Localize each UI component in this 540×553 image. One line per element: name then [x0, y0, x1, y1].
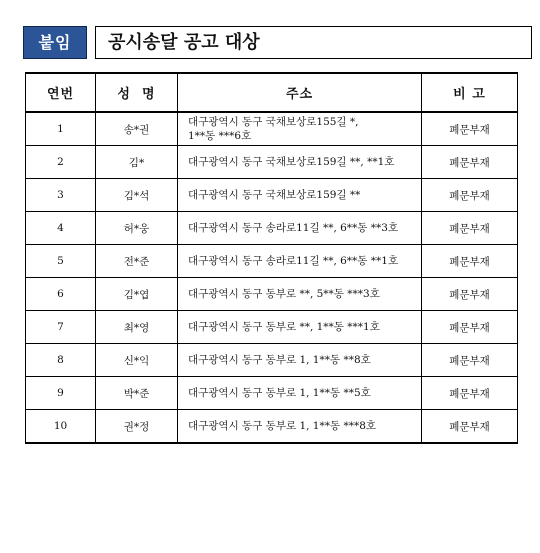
address-line: 대구광역시 동구 송라로11길 **, 6**동 **3호 — [188, 222, 399, 234]
table-row — [26, 278, 518, 311]
recipient-table — [25, 72, 518, 444]
row-number: 1 — [26, 112, 96, 146]
address-line: 대구광역시 동구 동부로 1, 1**동 **8호 — [188, 354, 371, 366]
address-line: 1**동 ***6호 — [188, 130, 252, 142]
row-number: 7 — [26, 311, 96, 344]
row-note: 폐문부재 — [422, 410, 518, 444]
row-note: 폐문부재 — [422, 146, 518, 179]
table-row — [26, 344, 518, 377]
address-line: 대구광역시 동구 동부로 **, 5**동 ***3호 — [188, 288, 380, 300]
row-address — [178, 212, 422, 245]
page-title: 공시송달 공고 대상 — [95, 26, 532, 59]
row-name: 박*준 — [96, 377, 178, 410]
row-address — [178, 410, 422, 444]
row-note: 폐문부재 — [422, 212, 518, 245]
address-line: 대구광역시 동구 국채보상로155길 *, — [188, 116, 359, 128]
table-row — [26, 146, 518, 179]
table-row — [26, 410, 518, 444]
row-note: 폐문부재 — [422, 344, 518, 377]
row-note: 폐문부재 — [422, 179, 518, 212]
column-header-address: 주소 — [178, 73, 422, 112]
row-name: 김* — [96, 146, 178, 179]
row-name: 최*영 — [96, 311, 178, 344]
document-header — [23, 26, 533, 60]
row-name: 전*준 — [96, 245, 178, 278]
row-number: 2 — [26, 146, 96, 179]
table-row — [26, 179, 518, 212]
row-address — [178, 146, 422, 179]
row-number: 10 — [26, 410, 96, 444]
table-header-row — [26, 73, 518, 112]
row-address — [178, 377, 422, 410]
address-line: 대구광역시 동구 국채보상로159길 **, **1호 — [188, 156, 395, 168]
row-number: 8 — [26, 344, 96, 377]
row-name: 신*익 — [96, 344, 178, 377]
row-address — [178, 344, 422, 377]
row-note: 폐문부재 — [422, 112, 518, 146]
row-address — [178, 245, 422, 278]
row-address — [178, 179, 422, 212]
row-number: 5 — [26, 245, 96, 278]
row-note: 폐문부재 — [422, 278, 518, 311]
row-name: 김*석 — [96, 179, 178, 212]
address-line: 대구광역시 동구 동부로 1, 1**동 **5호 — [188, 387, 371, 399]
row-name: 허*웅 — [96, 212, 178, 245]
table-row — [26, 377, 518, 410]
address-line: 대구광역시 동구 동부로 1, 1**동 ***8호 — [188, 420, 377, 432]
column-header-note: 비 고 — [422, 73, 518, 112]
table-row — [26, 112, 518, 146]
row-address — [178, 112, 422, 146]
table-row — [26, 212, 518, 245]
row-name: 권*정 — [96, 410, 178, 444]
row-address — [178, 311, 422, 344]
row-number: 3 — [26, 179, 96, 212]
address-line: 대구광역시 동구 송라로11길 **, 6**동 **1호 — [188, 255, 399, 267]
row-number: 9 — [26, 377, 96, 410]
row-name: 김*엽 — [96, 278, 178, 311]
row-note: 폐문부재 — [422, 245, 518, 278]
table-row — [26, 311, 518, 344]
row-address — [178, 278, 422, 311]
row-note: 폐문부재 — [422, 311, 518, 344]
table-row — [26, 245, 518, 278]
row-note: 폐문부재 — [422, 377, 518, 410]
column-header-number: 연번 — [26, 73, 96, 112]
column-header-name: 성 명 — [96, 73, 178, 112]
address-line: 대구광역시 동구 국채보상로159길 ** — [188, 189, 361, 201]
row-name: 송*권 — [96, 112, 178, 146]
address-line: 대구광역시 동구 동부로 **, 1**동 ***1호 — [188, 321, 380, 333]
attachment-tag: 붙임 — [23, 26, 87, 59]
row-number: 6 — [26, 278, 96, 311]
row-number: 4 — [26, 212, 96, 245]
